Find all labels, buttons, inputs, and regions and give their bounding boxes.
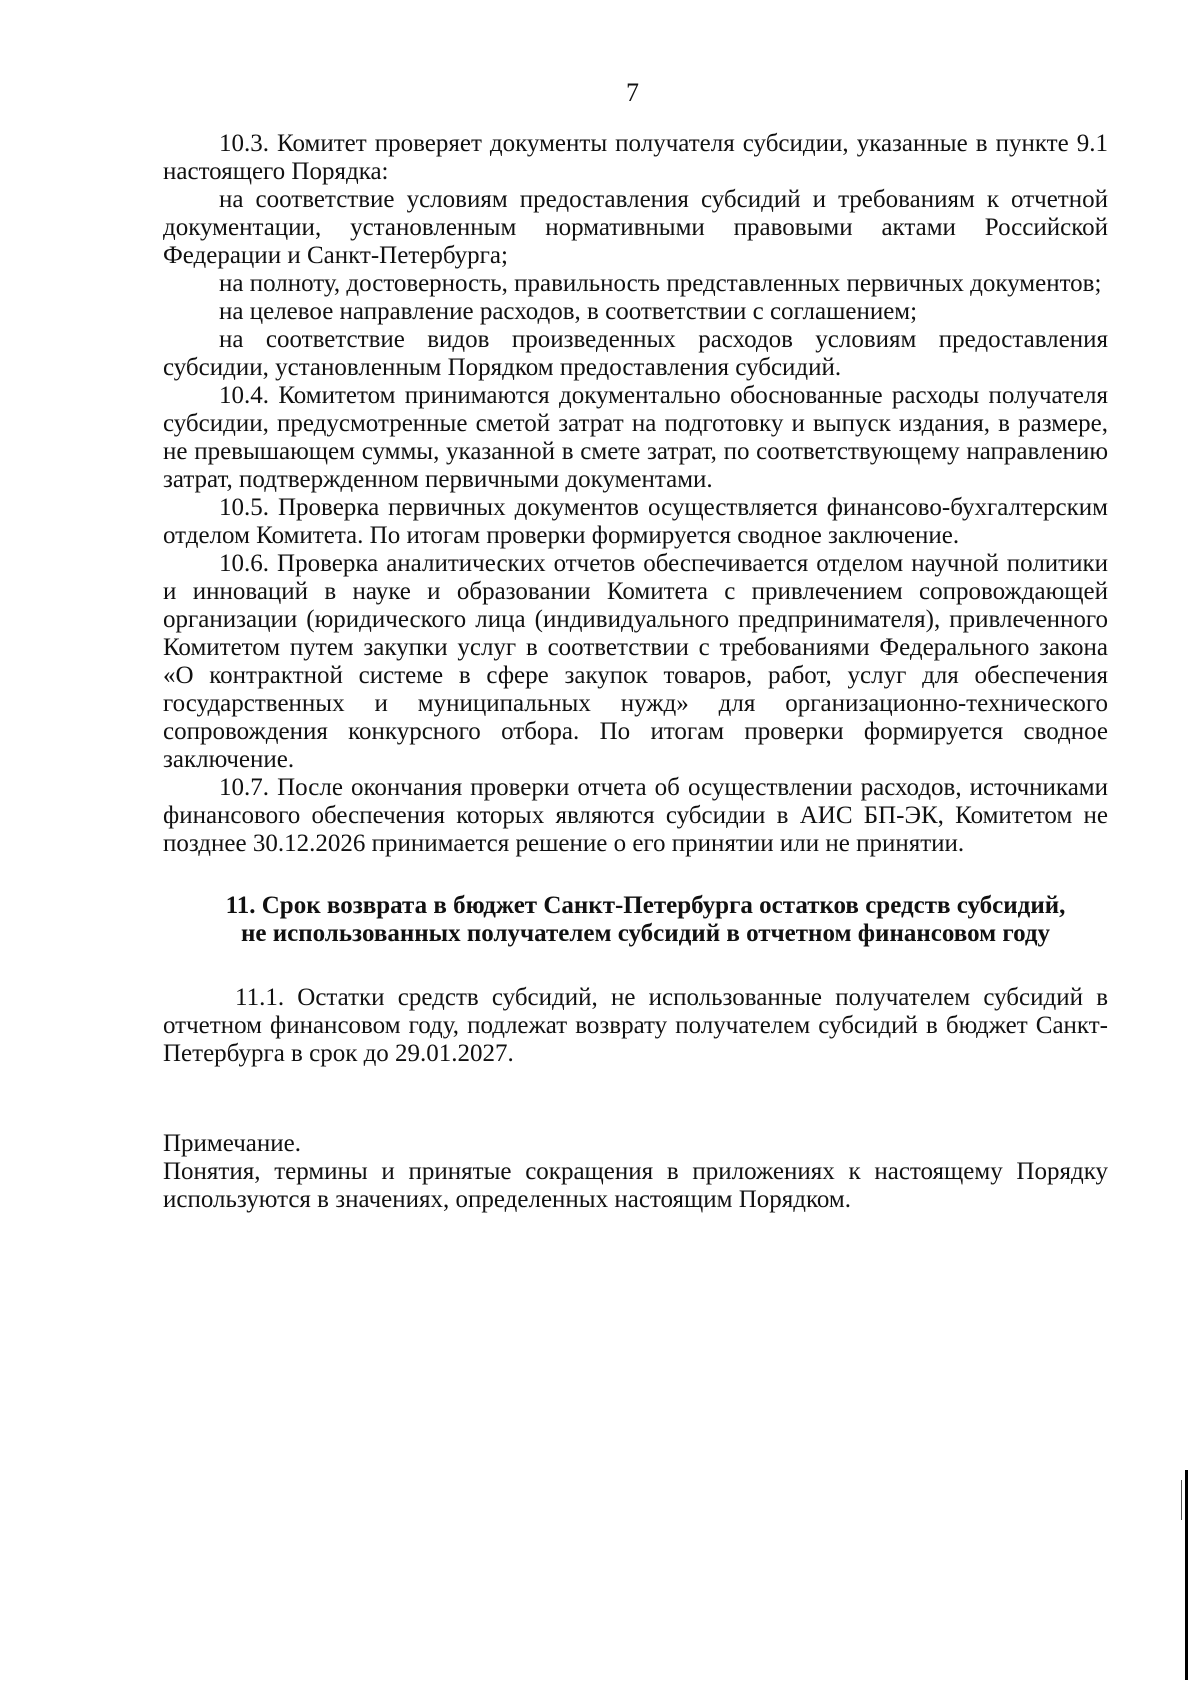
paragraph-10-3-a: на соответствие условиям предоставления субсидий и требованиям к отчетной документации, установленным нормативными правовыми актами Российской Федерации и Санкт-Петербурга; bbox=[163, 186, 1108, 269]
paragraph-10-7: 10.7. После окончания проверки отчета об осуществлении расходов, источниками финансового обеспечения которых являются субсидии в АИС БП-ЭК, Комитетом не позднее 30.12.2026 принимается решение о его принятии или не принятии. bbox=[163, 774, 1108, 857]
note-title: Примечание. bbox=[163, 1130, 302, 1157]
scan-margin-mark bbox=[1185, 1470, 1188, 1680]
paragraph-10-5: 10.5. Проверка первичных документов осуществляется финансово-бухгалтерским отделом Комитета. По итогам проверки формируется сводное заключение. bbox=[163, 494, 1108, 549]
paragraph-10-3-c: на целевое направление расходов, в соответствии с соглашением; bbox=[219, 298, 918, 325]
section-11-heading-line1: 11. Срок возврата в бюджет Санкт-Петербурга остатков средств субсидий, bbox=[225, 892, 1066, 919]
section-11-heading-line2: не использованных получателем субсидий в отчетном финансовом году bbox=[240, 920, 1051, 947]
paragraph-10-3-d: на соответствие видов произведенных расходов условиям предоставления субсидии, установленным Порядком предоставления субсидий. bbox=[163, 326, 1108, 381]
paragraph-10-4: 10.4. Комитетом принимаются документально обоснованные расходы получателя субсидии, предусмотренные сметой затрат на подготовку и выпуск издания, в размере, не превышающем суммы, указанной в смете затрат, по соответствующему направлению затрат, подтвержденном первичными документами. bbox=[163, 382, 1108, 493]
paragraph-11-1: 11.1. Остатки средств субсидий, не использованные получателем субсидий в отчетном финансовом году, подлежат возврату получателем субсидий в бюджет Санкт-Петербурга в срок до 29.01.2027. bbox=[163, 984, 1108, 1067]
paragraph-10-6: 10.6. Проверка аналитических отчетов обеспечивается отделом научной политики и инноваций в науке и образовании Комитета с привлечением сопровождающей организации (юридического лица (индивидуального предпринимателя), привлеченного Комитетом путем закупки услуг в соответствии с требованиями Федерального закона «О контрактной системе в сфере закупок товаров, работ, услуг для обеспечения государственных и муниципальных нужд» для организационно-технического сопровождения конкурсного отбора. По итогам проверки формируется сводное заключение. bbox=[163, 550, 1108, 773]
scan-margin-mark-thin bbox=[1181, 1480, 1182, 1520]
note-block bbox=[163, 1130, 1108, 1214]
section-11-heading bbox=[163, 892, 1108, 948]
paragraph-10-3: 10.3. Комитет проверяет документы получателя субсидии, указанные в пункте 9.1 настоящего Порядка: bbox=[163, 130, 1108, 185]
document-body bbox=[163, 130, 1108, 1214]
paragraph-10-3-b: на полноту, достоверность, правильность представленных первичных документов; bbox=[219, 270, 1102, 297]
note-text: Понятия, термины и принятые сокращения в приложениях к настоящему Порядку используются в значениях, определенных настоящим Порядком. bbox=[163, 1158, 1108, 1213]
page-number: 7 bbox=[626, 78, 639, 107]
